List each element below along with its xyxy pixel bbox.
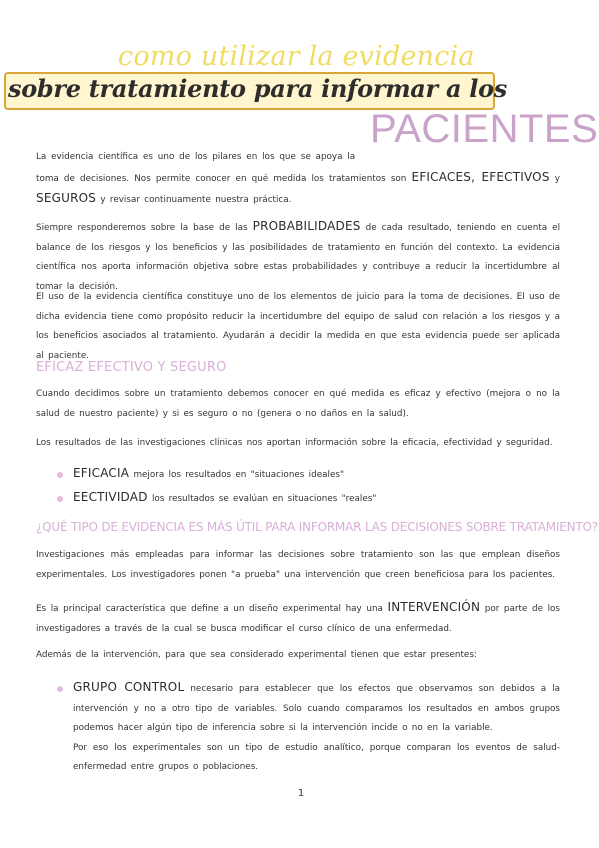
para2-text-b: de cada resultado, teniendo en cuenta el balance de los riesgos y los beneficios y las posibilidades de tratamiento en función del contexto. La evidencia científica nos aporta información objetiva sobre estas probabilidades y contribuye a reducir la incertidumbre al tomar la decisión.	[36, 223, 561, 292]
list-text: necesario para establecer que los efectos que observamos son debidos a la intervención y no a otro tipo de variables. Solo cuando comparamos los resultados en ambos grupos podemos hacer algún tipo de inferencia sobre si la intervención incide o no en la variable.	[73, 684, 561, 733]
bullet-dot	[57, 472, 63, 478]
requirements-paragraph: Además de la intervención, para que sea considerado experimental tienen que estar presentes:	[36, 650, 477, 660]
intro-text-b: toma de decisiones. Nos permite conocer en qué medida los tratamientos son	[36, 173, 407, 184]
para7-text-b: por parte de los investigadores a través de la cual se busca modificar el curso clínico de una enfermedad.	[36, 604, 560, 634]
list-term: EFICACIA	[73, 466, 130, 480]
list-term: EECTIVIDAD	[73, 490, 148, 504]
para7-text-a: Es la principal característica que define a un diseño experimental hay una	[36, 604, 383, 614]
intervention-paragraph	[36, 598, 560, 639]
para7-caps: INTERVENCIÓN	[387, 600, 481, 614]
list-item-grupo-control	[73, 678, 560, 778]
intro-caps-2: SEGUROS	[36, 191, 97, 205]
para2-text-a: Siempre responderemos sobre la base de las	[36, 223, 248, 233]
list-term: GRUPO CONTROL	[73, 680, 185, 694]
intro-paragraph	[36, 148, 560, 211]
bullet-dot	[57, 496, 63, 502]
intro-text-b2: y	[554, 173, 561, 184]
bullet-dot	[57, 686, 63, 692]
list-text: los resultados se evalúan en situaciones "reales"	[151, 494, 377, 504]
title-line-2: sobre tratamiento para informar a los	[8, 74, 507, 103]
heading-tipo-evidencia: ¿QUÉ TIPO DE EVIDENCIA ES MÁS ÚTIL PARA INFORMAR LAS DECISIONES SOBRE TRATAMIENTO?	[36, 520, 598, 534]
clinical-results-paragraph: Los resultados de las investigaciones clínicas nos aportan información sobre la eficacia, efectividad y seguridad.	[36, 438, 553, 448]
intro-text-c: y revisar continuamente nuestra práctica.	[100, 195, 292, 205]
list-item-efectividad	[73, 488, 560, 510]
treatment-decision-paragraph: Cuando decidimos sobre un tratamiento debemos conocer en qué medida es eficaz y efectivo (mejora o no la salud de nuestro paciente) y si es seguro o no (genera o no daños en la salud).	[36, 389, 560, 419]
evidence-use-paragraph: El uso de la evidencia científica constituye uno de los elementos de juicio para la toma de decisiones. El uso de dicha evidencia tiene como propósito reducir la incertidumbre del equipo de salud con relación a los riesgos y a los beneficios asociados al tratamiento. Ayudarán a decidir la medida en que esta evidencia puede ser aplicada al paciente.	[36, 292, 560, 361]
page-number: 1	[297, 788, 305, 799]
list-text: mejora los resultados en "situaciones ideales"	[133, 470, 344, 480]
intro-caps-1: EFICACES, EFECTIVOS	[411, 169, 550, 184]
intro-text-a: La evidencia científica es uno de los pilares en los que se apoya la	[36, 152, 356, 162]
heading-eficaz: EFICAZ EFECTIVO Y SEGURO	[36, 360, 227, 375]
para2-caps: PROBABILIDADES	[252, 219, 361, 233]
title-line-3: PACIENTES	[370, 107, 599, 151]
list-text-2: Por eso los experimentales son un tipo de estudio analítico, porque comparan los eventos de salud-enfermedad entre grupos o poblaciones.	[73, 742, 560, 772]
probabilities-paragraph	[36, 217, 560, 297]
list-item-eficacia	[73, 464, 560, 486]
experimental-designs-paragraph: Investigaciones más empleadas para informar las decisiones sobre tratamiento son las que emplean diseños experimentales. Los investigadores ponen "a prueba" una intervención que creen beneficiosa para los pacientes.	[36, 550, 560, 580]
title-line-1: como utilizar la evidencia	[118, 41, 475, 72]
